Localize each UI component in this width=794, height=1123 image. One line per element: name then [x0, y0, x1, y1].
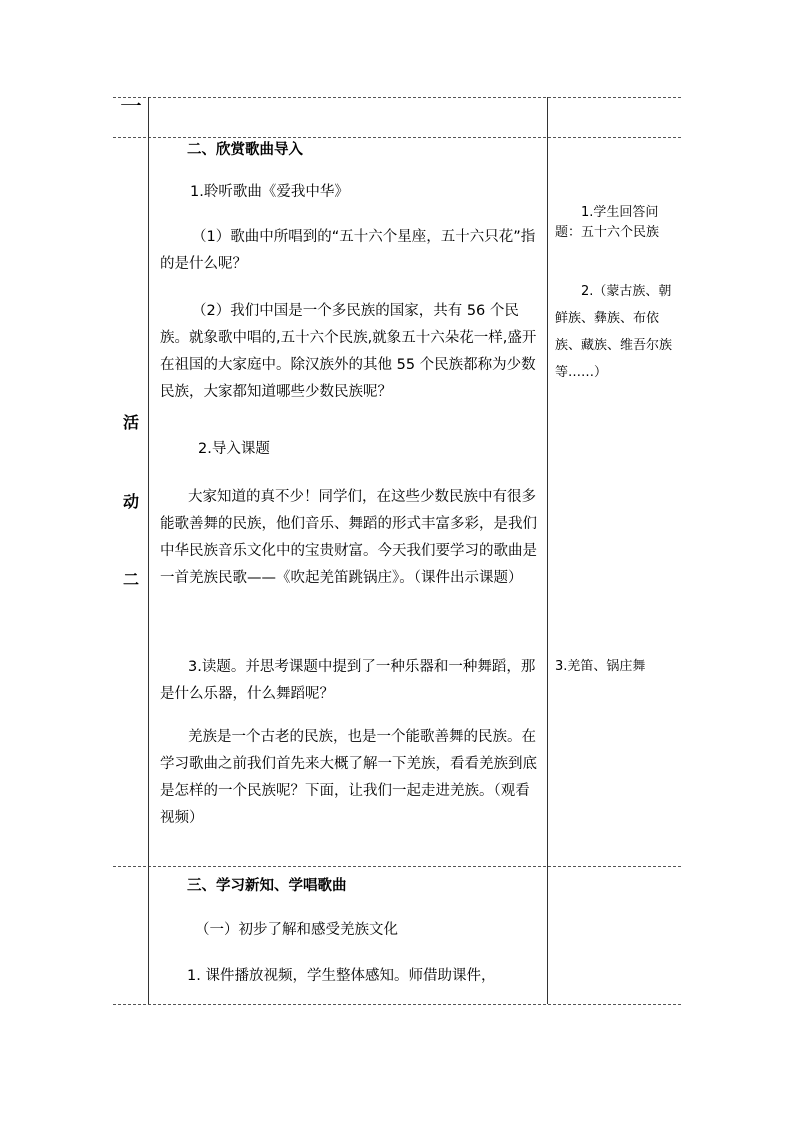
paragraph-question-1: （1）歌曲中所唱到的“五十六个星座，五十六只花”指的是什么呢？ — [160, 229, 536, 272]
student-answer-1: 1.学生回答问题：五十六个民族 — [555, 205, 660, 240]
paragraph-qiang-intro: 羌族是一个古老的民族，也是一个能歌善舞的民族。在学习歌曲之前我们首先来大概了解一下羌族，看看羌族到底是怎样的一个民族呢？下面，让我们一起走进羌族。（观看视频） — [160, 729, 537, 826]
table-col-divider-left — [148, 97, 149, 1004]
section-title-2: 二、欣赏歌曲导入 — [187, 142, 303, 158]
table-row-divider-2 — [113, 866, 681, 867]
paragraph-subsection-1: （一）初步了解和感受羌族文化 — [195, 922, 398, 938]
paragraph-read-title: 3.读题。并思考课题中提到了一种乐器和一种舞蹈，那是什么乐器，什么舞蹈呢？ — [160, 659, 536, 702]
activity-label-1: 活 — [122, 413, 139, 432]
paragraph-question-2: （2）我们中国是一个多民族的国家，共有 56 个民族。就象歌中唱的,五十六个民族,就象五十六朵花一样,盛开在祖国的大家庭中。除汉族外的其他 55 个民族都称为少数民族，大家都知道哪些少数民族呢？ — [160, 303, 537, 400]
paragraph-video: 1. 课件播放视频，学生整体感知。师借助课件， — [187, 968, 496, 984]
table-top-border — [113, 97, 681, 98]
section-title-3: 三、学习新知、学唱歌曲 — [187, 878, 347, 894]
table-col-divider-right — [547, 97, 548, 1004]
student-answer-2: 2.（蒙古族、朝鲜族、彝族、布依族、藏族、维吾尔族等……） — [555, 284, 673, 380]
paragraph-intro-topic: 2.导入课题 — [198, 441, 270, 457]
student-answer-3: 3.羌笛、锅庄舞 — [555, 659, 646, 674]
activity-label-3: 二 — [122, 570, 139, 589]
table-bottom-border — [113, 1004, 681, 1005]
paragraph-listen-song: 1.聆听歌曲《爱我中华》 — [190, 184, 349, 200]
paragraph-many-ethnic: 大家知道的真不少！同学们，在这些少数民族中有很多能歌善舞的民族，他们音乐、舞蹈的形式丰富多彩，是我们中华民族音乐文化中的宝贵财富。今天我们要学习的歌曲是一首羌族民歌——《吹起羌笛跳锅庄》。（课件出示课题） — [160, 489, 537, 586]
activity-label-2: 动 — [122, 492, 139, 511]
top-row-label: 一 — [119, 95, 142, 120]
